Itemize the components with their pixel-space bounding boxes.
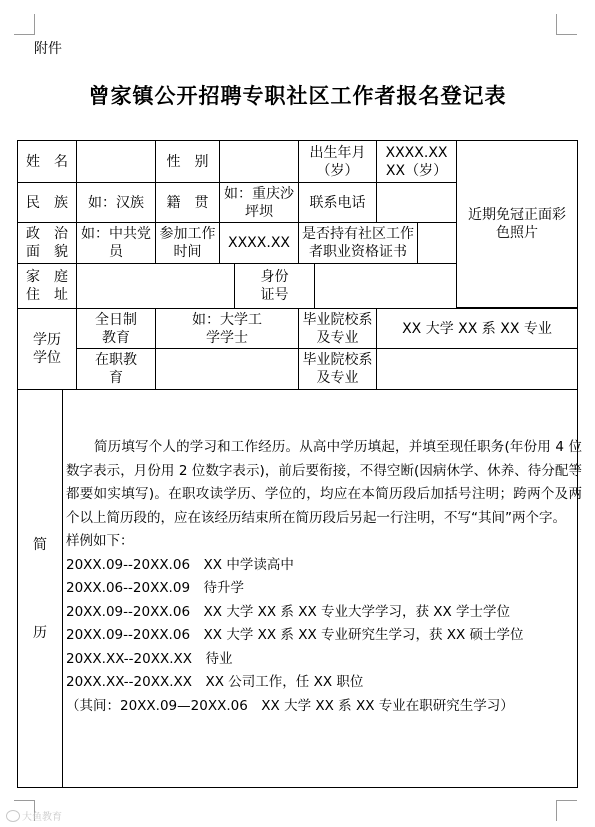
id-label: 身份证号 (234, 263, 315, 309)
crop-mark-top-left (14, 14, 35, 35)
name-label: 姓 名 (17, 140, 77, 183)
school-label-fulltime: 毕业院校系及专业 (298, 308, 377, 349)
address-label: 家 庭 住 址 (17, 263, 77, 309)
resume-label-char-1: 简 (33, 536, 47, 553)
address-field[interactable] (76, 263, 235, 309)
name-field[interactable] (76, 140, 156, 183)
resume-example-line: 20XX.XX--20XX.XX XX 公司工作，任 XX 职位 (66, 674, 364, 690)
registration-form (17, 140, 582, 788)
watermark (6, 808, 62, 823)
gender-label: 性 别 (155, 140, 220, 183)
inservice-degree-field[interactable] (155, 348, 299, 390)
political-field[interactable]: 如：中共党员 (76, 222, 156, 264)
education-label: 学历学位 (17, 308, 77, 390)
resume-label-char-2: 历 (33, 624, 47, 641)
resume-example-heading: 样例如下： (66, 533, 134, 549)
origin-field[interactable]: 如：重庆沙坪坝 (219, 182, 299, 223)
resume-label (17, 389, 63, 788)
crop-mark-bottom-right (556, 800, 577, 821)
resume-example-line: 20XX.09--20XX.06 XX 大学 XX 系 XX 专业大学学习，获 XX 学士学位 (66, 603, 511, 620)
cert-field[interactable] (417, 222, 457, 264)
watermark-logo-icon (6, 810, 20, 822)
work-start-field[interactable]: XXXX.XX (219, 222, 299, 264)
id-field[interactable] (314, 263, 457, 309)
ethnicity-field[interactable]: 如：汉族 (76, 182, 156, 223)
political-label: 政 治 面 貌 (17, 222, 77, 264)
origin-label: 籍 贯 (155, 182, 220, 223)
resume-instructions: 简历填写个人的学习和工作经历。从高中学历填起，并填至现任职务(年份用 4 位数字表示，月份用 2 位数字表示)，前后要衔接，不得空断(因病休学、休养、待分配等都要如实填写)。在职攻读学历、学位的，均应在本简历段后加括号注明；跨两个及两个以上简历段的，应在该经历结束所在简历段后另起一行注明，不写“其间”两个字。 (66, 439, 582, 526)
fulltime-label: 全日制教育 (76, 308, 156, 349)
ethnicity-label: 民 族 (17, 182, 77, 223)
page-title: 曾家镇公开招聘专职社区工作者报名登记表 (88, 83, 507, 108)
school-label-inservice: 毕业院校系及专业 (298, 348, 377, 390)
cert-label: 是否持有社区工作者职业资格证书 (298, 222, 418, 264)
resume-example-line: （其间：20XX.09—20XX.06 XX 大学 XX 系 XX 专业在职研究生学习） (66, 697, 514, 714)
phone-field[interactable] (376, 182, 457, 223)
birth-label: 出生年月（岁） (298, 140, 377, 183)
work-start-label: 参加工作时间 (155, 222, 220, 264)
resume-example-line: 20XX.09--20XX.06 XX 中学读高中 (66, 556, 294, 573)
attachment-label: 附件 (34, 41, 62, 57)
photo-box: 近期免冠正面彩色照片 (456, 140, 578, 308)
school-field-fulltime[interactable]: XX 大学 XX 系 XX 专业 (376, 308, 578, 349)
crop-mark-top-right (556, 14, 577, 35)
watermark-text: 大鱼教育 (22, 812, 62, 823)
birth-field[interactable]: XXXX.XX XX（岁） (376, 140, 457, 183)
resume-text (62, 436, 586, 718)
phone-label: 联系电话 (298, 182, 377, 223)
resume-example-line: 20XX.06--20XX.09 待升学 (66, 580, 245, 596)
fulltime-degree-field[interactable]: 如：大学工学学士 (155, 308, 299, 349)
inservice-label: 在职教育 (76, 348, 156, 390)
resume-example-line: 20XX.XX--20XX.XX 待业 (66, 650, 233, 667)
gender-field[interactable] (219, 140, 299, 183)
resume-example-line: 20XX.09--20XX.06 XX 大学 XX 系 XX 专业研究生学习，获 XX 硕士学位 (66, 627, 524, 643)
school-field-inservice[interactable] (376, 348, 578, 390)
